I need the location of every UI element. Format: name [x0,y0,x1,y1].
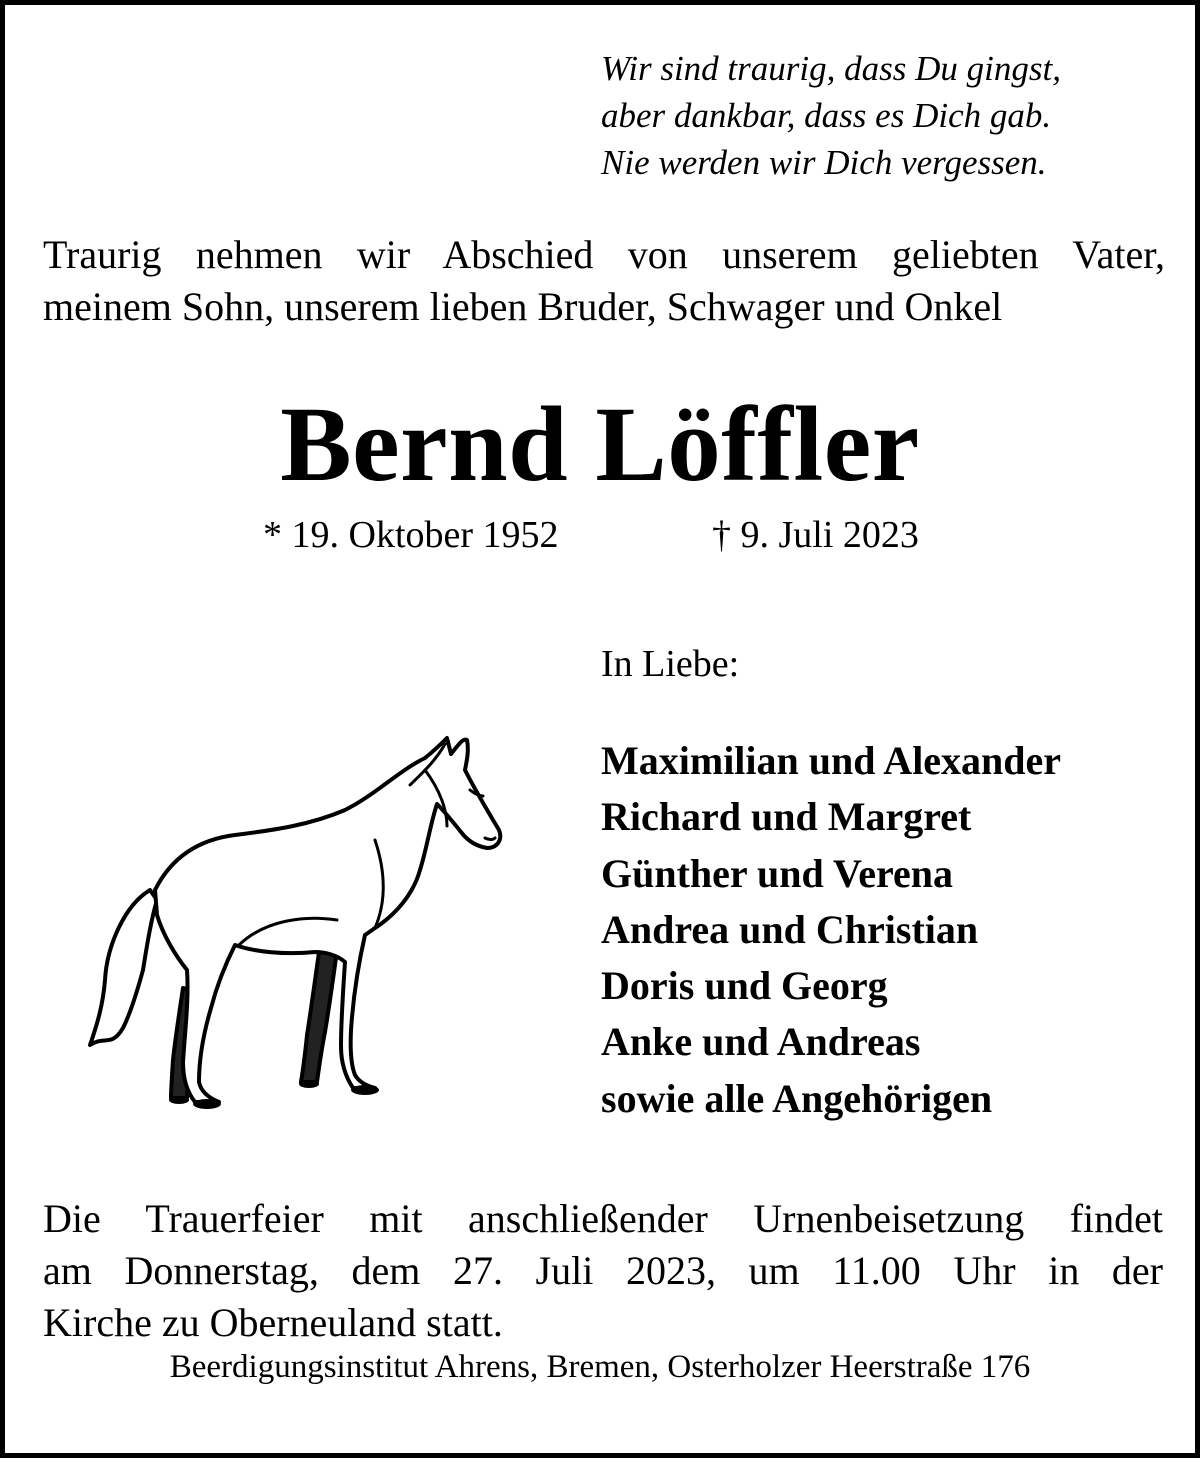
deceased-name: Bernd Löffler [280,386,920,504]
mourner-name: Richard und Margret [601,794,972,840]
motto-line: Wir sind traurig, dass Du gingst, [601,49,1061,88]
service-line: Die Trauerfeier mit anschließender Urnenbeisetzung findet [43,1196,1163,1241]
service-line: am Donnerstag, dem 27. Juli 2023, um 11.00 Uhr in der [43,1248,1163,1293]
mourner-name: Doris und Georg [601,963,888,1009]
motto-line: aber dankbar, dass es Dich gab. [601,96,1052,135]
intro-line: Traurig nehmen wir Abschied von unserem geliebten Vater, [43,232,1165,277]
birth-date: * 19. Oktober 1952 [263,514,559,556]
undertaker-info: Beerdigungsinstitut Ahrens, Bremen, Osterholzer Heerstraße 176 [169,1349,1031,1385]
mourner-name: Maximilian und Alexander [601,738,1062,783]
mourner-name: Günther und Verena [601,850,953,896]
intro-text [43,229,1165,333]
mourner-name: sowie alle Angehörigen [601,1075,993,1121]
motto-verse [601,45,1061,186]
mourner-name: Andrea und Christian [601,906,979,952]
mourner-name: Anke und Andreas [601,1019,921,1065]
service-details [43,1193,1163,1349]
motto-line: Nie werden wir Dich vergessen. [601,143,1047,182]
horse-illustration-icon [75,730,515,1120]
mourners-list [601,733,1061,1127]
death-date: † 9. Juli 2023 [712,514,919,556]
intro-line: meinem Sohn, unserem lieben Bruder, Schwager und Onkel [43,284,1003,329]
mourners-heading: In Liebe: [601,643,740,685]
service-line: Kirche zu Oberneuland statt. [43,1300,503,1345]
